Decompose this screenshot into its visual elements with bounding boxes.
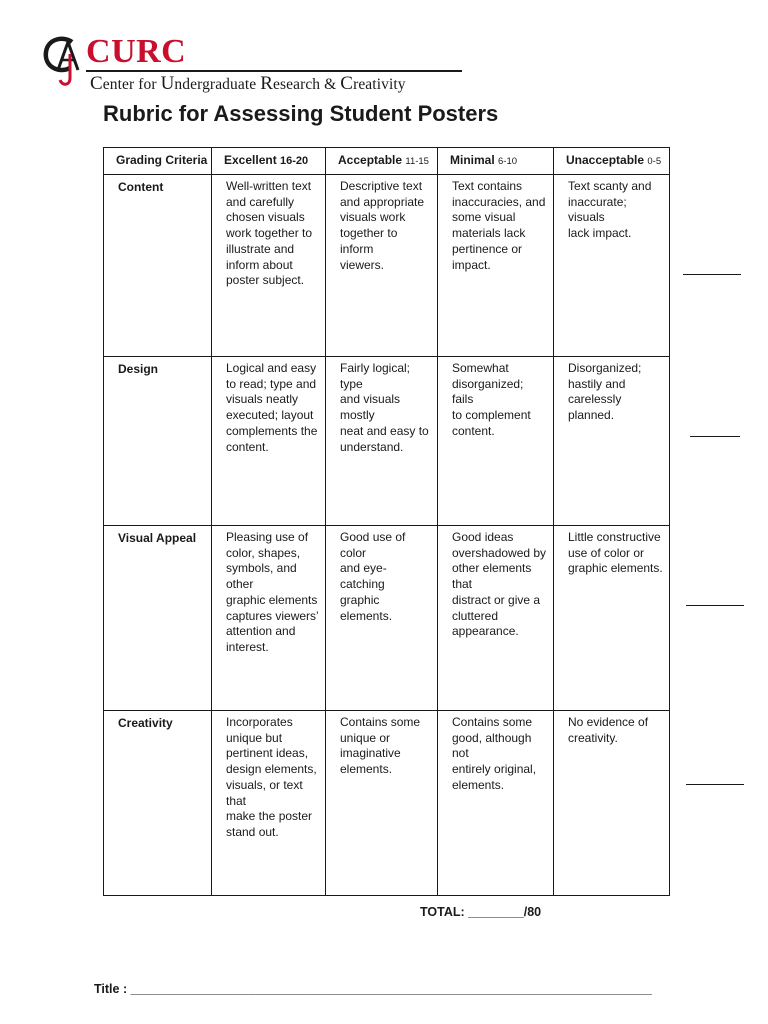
header-grading-criteria [104, 148, 212, 175]
logo-divider [86, 70, 462, 72]
logo-subtitle-initial: U [160, 73, 175, 94]
table-row-content [104, 175, 670, 357]
header-minimal [438, 148, 554, 175]
rubric-cell: Contains some unique or imaginative elements. [326, 711, 438, 896]
rubric-cell: Descriptive text and appropriate visuals work together to inform viewers. [326, 175, 438, 357]
rubric-cell: Good use of color and eye-catching graphic elements. [326, 526, 438, 711]
rubric-cell: Good ideas overshadowed by other elements that distract or give a cluttered appearance. [438, 526, 554, 711]
rubric-cell: No evidence of creativity. [554, 711, 670, 896]
rubric-cell: Text contains inaccuracies, and some visual materials lack pertinence or impact. [438, 175, 554, 357]
logo-acronym [86, 34, 186, 70]
rubric-cell: Little constructive use of color or graphic elements. [554, 526, 670, 711]
header-points: 11-15 [405, 155, 429, 167]
criterion-label: Content [104, 175, 212, 357]
score-blank-content[interactable] [683, 274, 741, 275]
rubric-cell: Contains some good, although not entirely original, elements. [438, 711, 554, 896]
total-score-field[interactable]: TOTAL: ________/80 [420, 905, 542, 919]
rubric-cell: Text scanty and inaccurate; visuals lack impact. [554, 175, 670, 357]
header-label: Excellent [224, 152, 281, 167]
rubric-cell: Disorganized; hastily and carelessly planned. [554, 357, 670, 526]
criterion-label: Visual Appeal [104, 526, 212, 711]
logo-acronym-c: C [86, 33, 112, 70]
logo-subtitle [90, 73, 406, 95]
curc-logo-mark-icon [42, 34, 90, 90]
poster-title-field[interactable]: Title : ___________________________________________________________________________ [94, 982, 652, 996]
header-label: Minimal [450, 152, 499, 167]
header-points: 0-5 [647, 155, 662, 167]
table-row-design [104, 357, 670, 526]
rubric-cell: Incorporates unique but pertinent ideas, design elements, visuals, or text that make the poster stand out. [212, 711, 326, 896]
curc-logo [42, 33, 432, 94]
rubric-cell: Fairly logical; type and visuals mostly neat and easy to understand. [326, 357, 438, 526]
header-acceptable [326, 148, 438, 175]
logo-subtitle-initial: C [90, 73, 103, 94]
table-row-visual-appeal [104, 526, 670, 711]
logo-subtitle-rest: esearch & [273, 76, 341, 93]
rubric-table [103, 147, 670, 896]
score-blank-design[interactable] [690, 436, 740, 437]
rubric-cell: Pleasing use of color, shapes, symbols, and other graphic elements captures viewers’ attention and interest. [212, 526, 326, 711]
page-title: Rubric for Assessing Student Posters [103, 101, 499, 126]
logo-subtitle-rest: enter for [102, 76, 161, 93]
header-label: Grading Criteria [116, 153, 208, 168]
criterion-label: Design [104, 357, 212, 526]
score-blank-visual-appeal[interactable] [686, 605, 744, 606]
table-row-creativity [104, 711, 670, 896]
header-points: 6-10 [498, 155, 518, 167]
header-label: Unacceptable [566, 152, 648, 167]
header-points: 16-20 [280, 154, 309, 167]
logo-subtitle-initial: C [340, 73, 354, 94]
rubric-cell: Well-written text and carefully chosen visuals work together to illustrate and inform about poster subject. [212, 175, 326, 357]
table-header-row [104, 148, 670, 175]
logo-subtitle-rest: reativity [353, 76, 406, 93]
logo-acronym-rest: URC [111, 33, 187, 70]
rubric-cell: Logical and easy to read; type and visuals neatly executed; layout complements the content. [212, 357, 326, 526]
criterion-label: Creativity [104, 711, 212, 896]
rubric-cell: Somewhat disorganized; fails to complement content. [438, 357, 554, 526]
logo-subtitle-initial: R [260, 73, 273, 94]
score-blank-creativity[interactable] [686, 784, 744, 785]
header-unacceptable [554, 148, 670, 175]
header-excellent [212, 148, 326, 175]
logo-subtitle-rest: ndergraduate [174, 76, 261, 93]
header-label: Acceptable [338, 152, 406, 167]
